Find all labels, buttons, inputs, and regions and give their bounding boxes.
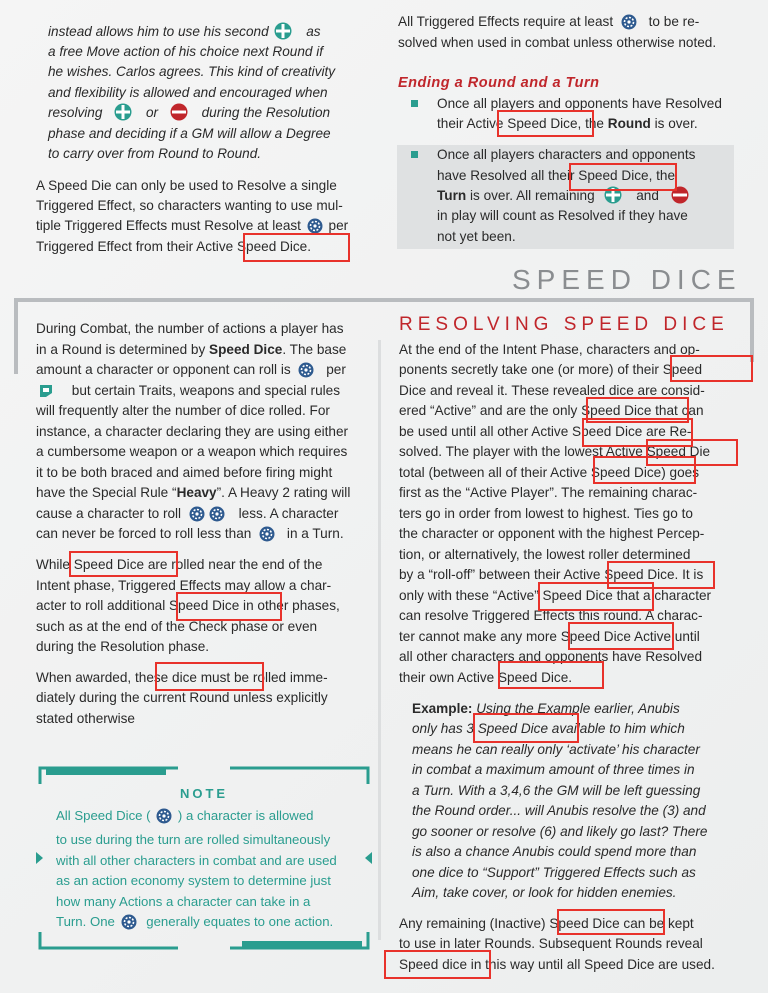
text-line: ters go in order from lowest to highest. Ties go to bbox=[399, 506, 693, 521]
text-line: as an action economy system to determine just bbox=[56, 873, 331, 889]
highlight-box bbox=[497, 110, 594, 137]
text-line: Once all players and opponents have Resolved bbox=[437, 96, 722, 111]
column-divider bbox=[378, 340, 381, 940]
speed-die-icon bbox=[121, 914, 137, 936]
text-line: ered “Active” and are the only Speed Dice that can bbox=[399, 403, 704, 418]
text-fragment: ) a character is allowed bbox=[177, 808, 314, 823]
text-fragment: amount a character or opponent can roll is bbox=[36, 362, 291, 377]
text-fragment: per bbox=[328, 218, 349, 233]
highlight-box bbox=[568, 622, 674, 650]
note-arrow-left bbox=[36, 852, 43, 864]
text-fragment: is over. bbox=[650, 116, 698, 131]
text-fragment: tiple Triggered Effects must Resolve at least bbox=[36, 218, 301, 233]
text-fragment: resolving bbox=[48, 105, 103, 120]
text-line: the character or opponent with the highest Percep- bbox=[399, 526, 705, 541]
text-fragment: per bbox=[326, 362, 346, 377]
note-title: NOTE bbox=[179, 786, 229, 801]
text-fragment: less. A character bbox=[238, 506, 339, 521]
text-fragment: All Speed Dice ( bbox=[56, 808, 151, 823]
text-line: a free Move action of his choice next Round if bbox=[48, 44, 324, 59]
text-fragment: during the Resolution bbox=[201, 105, 331, 120]
speed-die-icon bbox=[156, 808, 172, 830]
text-line: only with these “Active” Speed Dice that a character bbox=[399, 588, 712, 603]
section-rule-top bbox=[14, 298, 754, 302]
text-line: tion, or alternatively, the lowest roller determined bbox=[399, 547, 691, 562]
text-line: one dice to “Support” Triggered Effects such as bbox=[412, 865, 696, 880]
text-fragment: ”. A Heavy 2 rating will bbox=[216, 485, 351, 500]
ending-round-heading: Ending a Round and a Turn bbox=[398, 75, 600, 91]
text-line: not yet been. bbox=[437, 229, 516, 244]
text-line: At the end of the Intent Phase, characters and op- bbox=[399, 342, 700, 357]
note-box bbox=[38, 766, 370, 950]
text-fragment: but certain Traits, weapons and special rules bbox=[71, 383, 341, 398]
note-arrow-right bbox=[365, 852, 372, 864]
text-fragment: All Triggered Effects require at least bbox=[398, 14, 614, 29]
text-line: their own Active Speed Dice. bbox=[399, 670, 573, 685]
text-fragment: Using the Example earlier, Anubis bbox=[472, 701, 680, 716]
text-line: such as at the end of the Check phase or even bbox=[36, 619, 318, 634]
text-fragment: Turn. One bbox=[56, 914, 115, 930]
section-title: SPEED DICE bbox=[512, 264, 742, 295]
highlight-box bbox=[670, 355, 753, 382]
highlight-box bbox=[498, 661, 604, 689]
text-line: Triggered Effect from their Active Speed Dice. bbox=[36, 239, 312, 254]
text-line: Triggered Effect, so characters wanting to use mul- bbox=[36, 198, 343, 213]
text-line: how many Actions a character can take in a bbox=[56, 893, 311, 909]
text-fragment: or bbox=[145, 105, 159, 120]
text-line: Dice and reveal it. These revealed dice are consid- bbox=[399, 383, 705, 398]
text-line: ponents secretly take one (or more) of their Speed bbox=[399, 362, 702, 377]
text-line: by a “roll-off” between their Active Speed Dice. It is bbox=[399, 567, 704, 582]
highlight-box bbox=[69, 551, 178, 577]
text-fragment: as bbox=[306, 24, 321, 39]
text-line: only has 3 Speed Dice available to him which bbox=[412, 721, 685, 736]
text-fragment: Round bbox=[607, 116, 651, 131]
text-line: instead allows him to use his second bbox=[48, 24, 269, 39]
text-fragment: generally equates to one action. bbox=[146, 914, 334, 930]
text-line: during the Resolution phase. bbox=[36, 639, 210, 654]
text-line: solved. The player with the lowest Active Speed Die bbox=[399, 444, 711, 459]
text-line: When awarded, these dice must be rolled imme- bbox=[36, 670, 328, 685]
text-line: go sooner or resolve (6) and likely go last? There bbox=[412, 824, 708, 839]
text-fragment: their Active Speed Dice, the bbox=[437, 116, 608, 131]
text-fragment: and bbox=[636, 188, 659, 203]
highlight-box bbox=[593, 456, 696, 484]
text-line: Intent phase, Triggered Effects may allow a char- bbox=[36, 578, 332, 593]
highlight-box bbox=[473, 713, 579, 743]
text-line: with all other characters in combat and are used bbox=[56, 852, 337, 868]
text-line: the Round order... will Anubis resolve the (3) and bbox=[412, 803, 706, 818]
text-line: means he can really only ‘activate’ his character bbox=[412, 742, 700, 757]
text-line: will frequently alter the number of dice rolled. For bbox=[36, 403, 330, 418]
highlight-box bbox=[243, 233, 350, 262]
text-fragment: to be re- bbox=[648, 14, 700, 29]
text-line: Once all players characters and opponents bbox=[437, 147, 696, 162]
text-fragment: . The base bbox=[282, 342, 347, 357]
text-line: A Speed Die can only be used to Resolve a single bbox=[36, 178, 337, 193]
bullet-marker bbox=[411, 151, 418, 158]
resolving-heading: RESOLVING SPEED DICE bbox=[399, 314, 729, 335]
text-fragment: Turn bbox=[437, 188, 467, 203]
text-fragment: Heavy bbox=[176, 485, 217, 500]
text-fragment: cause a character to roll bbox=[36, 506, 182, 521]
text-line: can resolve Triggered Effects this round. A charac- bbox=[399, 608, 703, 623]
text-line: During Combat, the number of actions a player has bbox=[36, 321, 344, 336]
text-line: total (between all of their Active Speed Dice) goes bbox=[399, 465, 699, 480]
highlight-box bbox=[538, 582, 654, 611]
text-fragment: is over. All remaining bbox=[466, 188, 595, 203]
note-body bbox=[56, 806, 356, 936]
example-label: Example: bbox=[412, 701, 473, 716]
text-line: Aim, take cover, or look for hidden enemies. bbox=[412, 885, 677, 900]
text-fragment: in a Round is determined by bbox=[36, 342, 210, 357]
text-line: diately during the current Round unless explicitly bbox=[36, 690, 328, 705]
text-line: Speed dice in this way until all Speed Dice are used. bbox=[399, 957, 715, 972]
bullet-marker bbox=[411, 100, 418, 107]
text-line: it to be both braced and aimed before firing might bbox=[36, 465, 333, 480]
text-line: is also a chance Anubis could spend more than bbox=[412, 844, 697, 859]
highlight-box bbox=[176, 592, 282, 621]
text-line: to carry over from Round to Round. bbox=[48, 146, 262, 161]
text-line: all other characters and opponents have Resolved bbox=[399, 649, 703, 664]
text-line: be used until all other Active Speed Dice are Re- bbox=[399, 424, 692, 439]
text-line: have Resolved all their Speed Dice, the bbox=[437, 168, 676, 183]
text-line: ter cannot make any more Speed Dice Active until bbox=[399, 629, 700, 644]
section-rule-right bbox=[750, 302, 754, 362]
section-rule-left bbox=[14, 302, 18, 374]
highlight-box bbox=[155, 662, 264, 691]
text-line: Any remaining (Inactive) Speed Dice can be kept bbox=[399, 916, 694, 931]
speed-die-icon bbox=[259, 526, 275, 548]
text-fragment: have the Special Rule “ bbox=[36, 485, 177, 500]
text-line: to use during the turn are rolled simultaneously bbox=[56, 832, 331, 848]
text-line: stated otherwise bbox=[36, 711, 135, 726]
text-fragment: can never be forced to roll less than bbox=[36, 526, 252, 541]
text-line: solved when used in combat unless otherwise noted. bbox=[398, 35, 717, 50]
text-line: and flexibility is allowed and encouraged when bbox=[48, 85, 328, 100]
text-line: instance, a character declaring they are using either bbox=[36, 424, 349, 439]
text-line: first as the “Active Player”. The remaining charac- bbox=[399, 485, 698, 500]
highlight-box bbox=[384, 950, 491, 979]
text-line: acter to roll additional Speed Dice in other phases, bbox=[36, 598, 340, 613]
text-line: in play will count as Resolved if they have bbox=[437, 208, 688, 223]
text-line: a cumbersome weapon or a weapon which requires bbox=[36, 444, 348, 459]
text-line: a Turn. With a 3,4,6 the GM will be left guessing bbox=[412, 783, 701, 798]
text-line: he wishes. Carlos agrees. This kind of creativity bbox=[48, 64, 336, 79]
text-line: in combat a maximum amount of three times in bbox=[412, 762, 695, 777]
text-fragment: in a Turn. bbox=[286, 526, 344, 541]
highlight-box bbox=[569, 163, 677, 191]
text-line: phase and deciding if a GM will allow a Degree bbox=[48, 126, 331, 141]
text-fragment: Speed Dice bbox=[209, 342, 283, 357]
text-line: to use in later Rounds. Subsequent Rounds reveal bbox=[399, 936, 703, 951]
text-line: While Speed Dice are rolled near the end of the bbox=[36, 557, 323, 572]
highlight-box bbox=[557, 909, 665, 935]
